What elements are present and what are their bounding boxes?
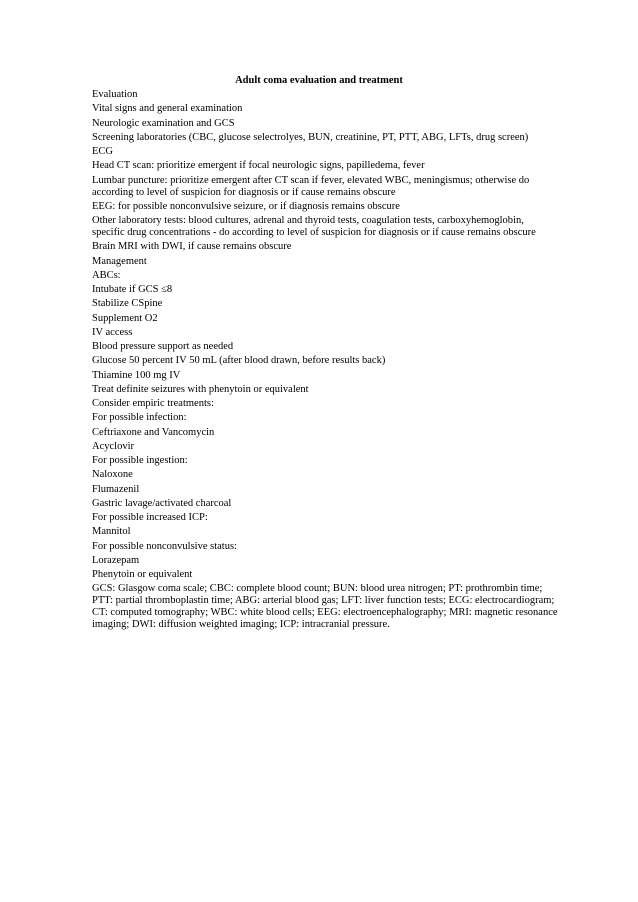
line-supplement-o2: Supplement O2: [92, 312, 158, 324]
document-body: [92, 89, 558, 634]
line-nonconvulsive-status: For possible nonconvulsive status:: [92, 540, 237, 552]
line-lumbar-puncture: Lumbar puncture: prioritize emergent after CT scan if fever, elevated WBC, meningismus; otherwise do according to level of suspicion for diagnosis or if cause remains obscure: [92, 174, 530, 198]
line-abcs: ABCs:: [92, 269, 121, 281]
line-iv-access: IV access: [92, 326, 133, 338]
line-ecg: ECG: [92, 146, 113, 157]
line-lorazepam: Lorazepam: [92, 554, 140, 566]
line-brain-mri: Brain MRI with DWI, if cause remains obscure: [92, 241, 292, 253]
line-eeg: EEG: for possible nonconvulsive seizure, or if diagnosis remains obscure: [92, 200, 400, 212]
line-possible-infection: For possible infection:: [92, 412, 187, 424]
line-gastric-lavage: Gastric lavage/activated charcoal: [92, 497, 232, 509]
line-mannitol: Mannitol: [92, 526, 131, 538]
line-management-heading: Management: [92, 255, 147, 267]
line-neurologic-exam: Neurologic examination and GCS: [92, 117, 235, 129]
line-thiamine: Thiamine 100 mg IV: [92, 369, 181, 381]
document-title: Adult coma evaluation and treatment: [235, 75, 403, 86]
line-other-labs: Other laboratory tests: blood cultures, adrenal and thyroid tests, coagulation tests, carboxyhemoglobin, specific drug concentrations - do according to level of suspicion for diagnosis or if cause remains obscure: [92, 215, 536, 238]
line-treat-seizures: Treat definite seizures with phenytoin or equivalent: [92, 383, 309, 395]
line-stabilize-cspine: Stabilize CSpine: [92, 298, 163, 310]
line-possible-icp: For possible increased ICP:: [92, 512, 208, 523]
line-screening-labs: Screening laboratories (CBC, glucose selectrolyes, BUN, creatinine, PT, PTT, ABG, LFTs, drug screen): [92, 131, 529, 143]
line-ceftriaxone: Ceftriaxone and Vancomycin: [92, 426, 215, 438]
line-empiric-treatments: Consider empiric treatments:: [92, 398, 214, 409]
line-head-ct: Head CT scan: prioritize emergent if focal neurologic signs, papilledema, fever: [92, 160, 425, 172]
line-flumazenil: Flumazenil: [92, 483, 140, 495]
line-intubate: Intubate if GCS ≤8: [92, 284, 173, 295]
line-possible-ingestion: For possible ingestion:: [92, 455, 188, 466]
line-acyclovir: Acyclovir: [92, 440, 134, 452]
line-vital-signs: Vital signs and general examination: [92, 103, 243, 115]
line-glucose: Glucose 50 percent IV 50 mL (after blood drawn, before results back): [92, 355, 386, 367]
line-phenytoin: Phenytoin or equivalent: [92, 569, 193, 580]
line-blood-pressure: Blood pressure support as needed: [92, 341, 234, 352]
line-evaluation-heading: Evaluation: [92, 89, 138, 100]
abbreviations-footnote: GCS: Glasgow coma scale; CBC: complete blood count; BUN: blood urea nitrogen; PT: prothrombin time; PTT: partial thromboplastin time; ABG: arterial blood gas; LFT: liver function tests; ECG: electrocardiogram; CT: computed tomography; WBC: white blood cells; EEG: electroencephalography; MRI: magnetic resonance imaging; DWI: diffusion weighted imaging; ICP: intracranial pressure.: [92, 583, 558, 631]
line-naloxone: Naloxone: [92, 469, 133, 481]
